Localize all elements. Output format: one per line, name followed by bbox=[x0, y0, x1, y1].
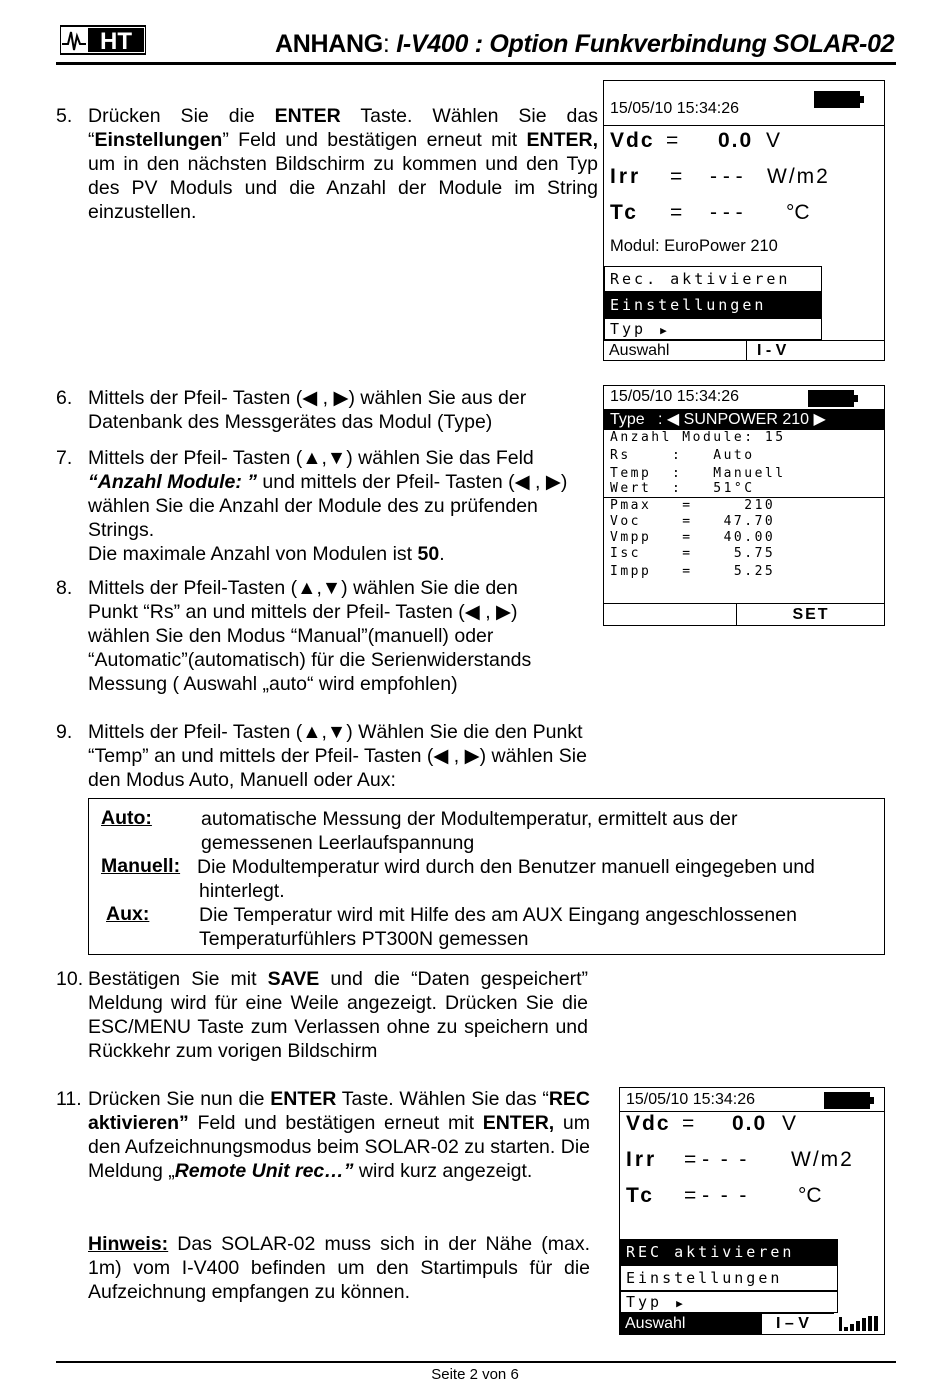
irr-row: Irr = - - - W/m2 bbox=[626, 1148, 854, 1171]
signal-strength-icon bbox=[838, 1315, 882, 1333]
page-header-title: ANHANG: I-V400 : Option Funkverbindung SOLAR-02 bbox=[275, 30, 895, 58]
footer-rule bbox=[56, 1361, 896, 1363]
header-rule bbox=[56, 62, 896, 65]
menu-typ[interactable]: Typ ▶ bbox=[620, 1291, 838, 1313]
menu-rec-aktivieren[interactable]: Rec. aktivieren bbox=[604, 266, 822, 292]
impp-value: Impp = 5.25 bbox=[610, 564, 776, 579]
tc-row: Tc = - - - °C bbox=[626, 1184, 822, 1207]
vdc-row: Vdc = 0.0 V bbox=[626, 1112, 797, 1135]
set-button[interactable]: SET bbox=[736, 603, 885, 626]
tc-row: Tc = - - - °C bbox=[610, 201, 810, 224]
legend-manuell-key: Manuell: bbox=[101, 855, 181, 877]
device-screen-settings bbox=[603, 385, 885, 626]
type-selector[interactable]: Type : ◀ SUNPOWER 210 ▶ bbox=[604, 409, 884, 430]
battery-icon bbox=[824, 1092, 870, 1109]
arrow-right-icon: ▶ bbox=[660, 324, 670, 337]
anzahl-module-field[interactable]: Anzahl Module: 15 bbox=[610, 430, 786, 445]
menu-typ[interactable]: Typ ▶ bbox=[604, 318, 822, 340]
hinweis-note: Hinweis: Das SOLAR-02 muss sich in der Nähe (max. 1m) vom I-V400 befinden um den Startimpuls für die Aufzeichnung empfangen zu können. bbox=[88, 1233, 590, 1303]
device-screen-main bbox=[603, 80, 885, 361]
device-screen-rec bbox=[619, 1087, 885, 1335]
page-number: Seite 2 von 6 bbox=[431, 1366, 519, 1383]
modul-label: Modul: EuroPower 210 bbox=[610, 237, 778, 255]
isc-value: Isc = 5.75 bbox=[610, 546, 776, 561]
menu-einstellungen[interactable]: Einstellungen bbox=[620, 1265, 838, 1291]
temp-field[interactable]: Temp : Manuell bbox=[610, 466, 786, 481]
vmpp-value: Vmpp = 40.00 bbox=[610, 530, 776, 545]
screen2-datetime: 15/05/10 15:34:26 bbox=[610, 388, 740, 405]
battery-icon bbox=[814, 91, 860, 108]
legend-auto-text: automatische Messung der Modultemperatur, ermittelt aus der gemessenen Leerlaufspannung bbox=[201, 808, 738, 854]
legend-aux-text: Die Temperatur wird mit Hilfe des am AUX Eingang angeschlossenen Temperaturfühlers PT300N gemessen bbox=[199, 904, 797, 950]
wert-field[interactable]: Wert : 51°C bbox=[610, 481, 755, 496]
menu-einstellungen[interactable]: Einstellungen bbox=[604, 292, 822, 318]
footer-iv[interactable]: I – V bbox=[762, 1313, 834, 1335]
logo-text: HT bbox=[100, 28, 132, 55]
temp-mode-legend bbox=[88, 798, 885, 955]
footer-auswahl[interactable]: Auswahl bbox=[620, 1313, 762, 1335]
arrow-right-icon: ▶ bbox=[676, 1297, 686, 1310]
footer-auswahl[interactable]: Auswahl bbox=[604, 340, 746, 361]
battery-icon bbox=[808, 390, 854, 407]
legend-aux-key: Aux: bbox=[106, 903, 150, 925]
pmax-value: Pmax = 210 bbox=[610, 498, 776, 513]
legend-manuell-text: Die Modultemperatur wird durch den Benutzer manuell eingegeben und hinterlegt. bbox=[197, 856, 815, 902]
menu-rec-aktivieren[interactable]: REC aktivieren bbox=[620, 1239, 838, 1265]
footer-left-empty bbox=[604, 603, 736, 626]
voc-value: Voc = 47.70 bbox=[610, 514, 776, 529]
footer-iv[interactable]: I - V bbox=[746, 340, 885, 361]
irr-row: Irr = - - - W/m2 bbox=[610, 165, 830, 188]
ht-logo bbox=[60, 22, 146, 56]
rs-field[interactable]: Rs : Auto bbox=[610, 448, 755, 463]
screen3-datetime: 15/05/10 15:34:26 bbox=[626, 1091, 756, 1108]
vdc-row: Vdc = 0.0 V bbox=[610, 129, 781, 152]
legend-auto-key: Auto: bbox=[101, 807, 152, 829]
screen-datetime: 15/05/10 15:34:26 bbox=[610, 100, 740, 117]
